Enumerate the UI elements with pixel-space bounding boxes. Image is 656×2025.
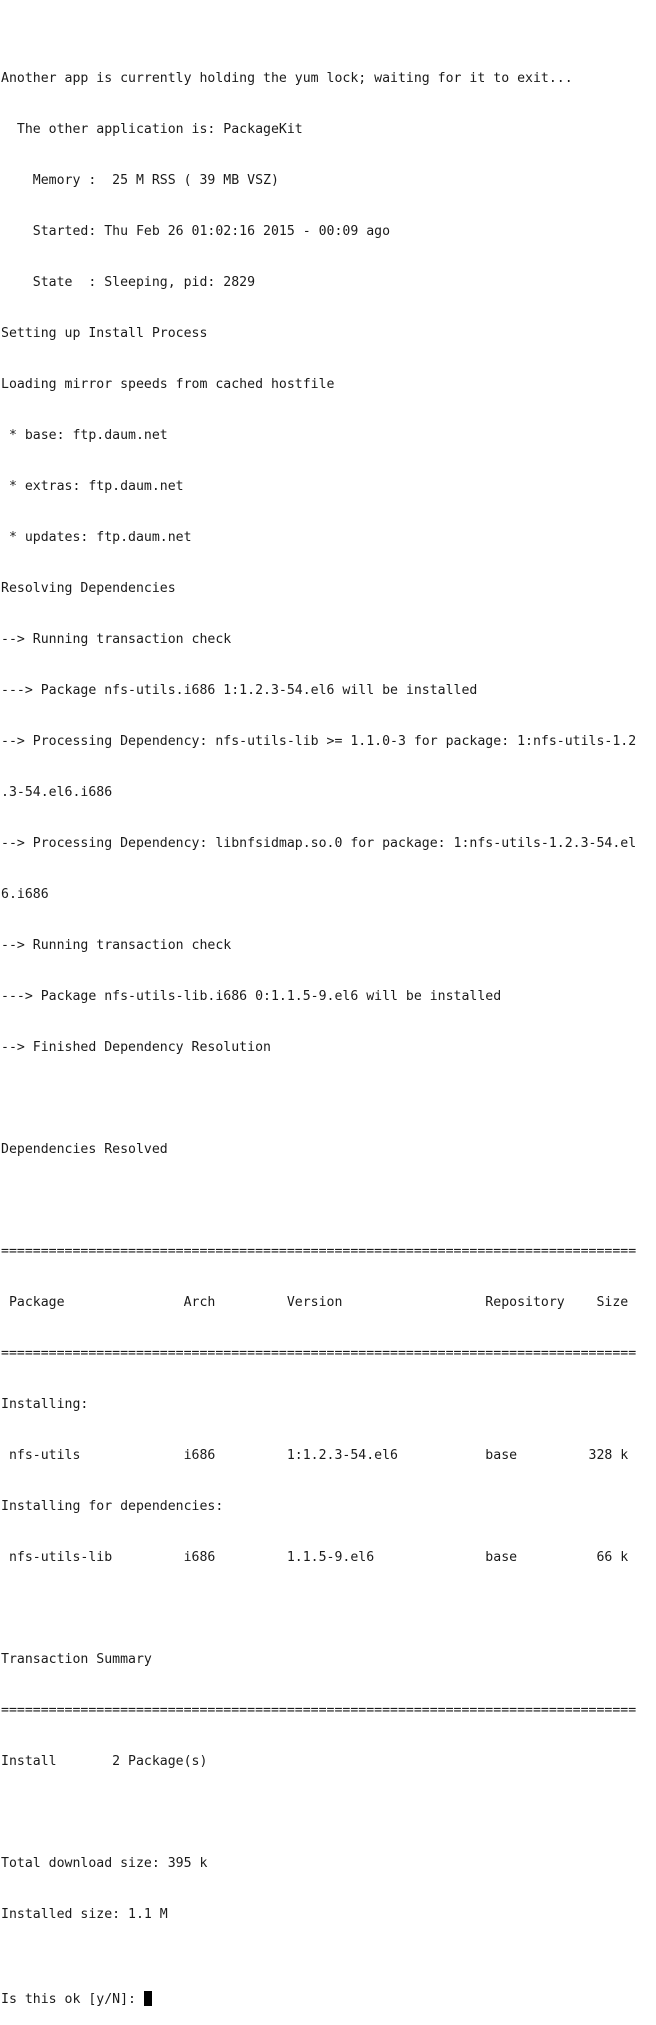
terminal-line: Resolving Dependencies [1, 581, 176, 596]
terminal-line: Started: Thu Feb 26 01:02:16 2015 - 00:09 ago [1, 224, 391, 239]
terminal-line: 6.i686 [1, 887, 49, 902]
terminal-line [1, 1090, 656, 1107]
terminal-line: --> Running transaction check [1, 632, 232, 647]
table-header: Package Arch Version Repository Size [1, 1295, 629, 1310]
terminal-line: Installing: [1, 1397, 89, 1412]
terminal-line: * updates: ftp.daum.net [1, 530, 192, 545]
terminal-line: State : Sleeping, pid: 2829 [1, 275, 256, 290]
terminal-line: --> Processing Dependency: nfs-utils-lib >= 1.1.0-3 for package: 1:nfs-utils-1.2 [1, 734, 637, 749]
terminal-line: Total download size: 395 k [1, 1856, 208, 1871]
terminal-line: Memory : 25 M RSS ( 39 MB VSZ) [1, 173, 279, 188]
terminal-line: --> Running transaction check [1, 938, 232, 953]
terminal-line [1, 1192, 656, 1209]
confirm-prompt-line[interactable] [1, 1991, 656, 2008]
terminal-line: --> Processing Dependency: libnfsidmap.so.0 for package: 1:nfs-utils-1.2.3-54.el [1, 836, 637, 851]
table-divider: ================================================================================ [1, 1703, 637, 1718]
terminal-line: --> Finished Dependency Resolution [1, 1040, 271, 1055]
terminal-line: Installing for dependencies: [1, 1499, 224, 1514]
terminal-line: ---> Package nfs-utils.i686 1:1.2.3-54.el6 will be installed [1, 683, 478, 698]
terminal-line: Setting up Install Process [1, 326, 208, 341]
terminal-line: .3-54.el6.i686 [1, 785, 113, 800]
table-divider: ================================================================================ [1, 1244, 637, 1259]
terminal-line [1, 1804, 656, 1821]
table-divider: ================================================================================ [1, 1346, 637, 1361]
terminal-line: Dependencies Resolved [1, 1142, 168, 1157]
terminal-line: Loading mirror speeds from cached hostfile [1, 377, 335, 392]
terminal-line: * extras: ftp.daum.net [1, 479, 184, 494]
terminal-line: The other application is: PackageKit [1, 122, 303, 137]
terminal-line: * base: ftp.daum.net [1, 428, 168, 443]
terminal-line: Install 2 Package(s) [1, 1754, 208, 1769]
terminal-line: Another app is currently holding the yum lock; waiting for it to exit... [1, 71, 573, 86]
terminal-line [1, 1600, 656, 1617]
terminal-line: ---> Package nfs-utils-lib.i686 0:1.1.5-9.el6 will be installed [1, 989, 502, 1004]
text-cursor[interactable] [144, 1991, 152, 2006]
terminal-line: Transaction Summary [1, 1652, 152, 1667]
confirm-prompt: Is this ok [y/N]: [1, 1992, 144, 2007]
table-row: nfs-utils-lib i686 1.1.5-9.el6 base 66 k [1, 1550, 629, 1565]
terminal-line: Installed size: 1.1 M [1, 1907, 168, 1922]
table-row: nfs-utils i686 1:1.2.3-54.el6 base 328 k [1, 1448, 629, 1463]
terminal-output [1, 36, 656, 1957]
